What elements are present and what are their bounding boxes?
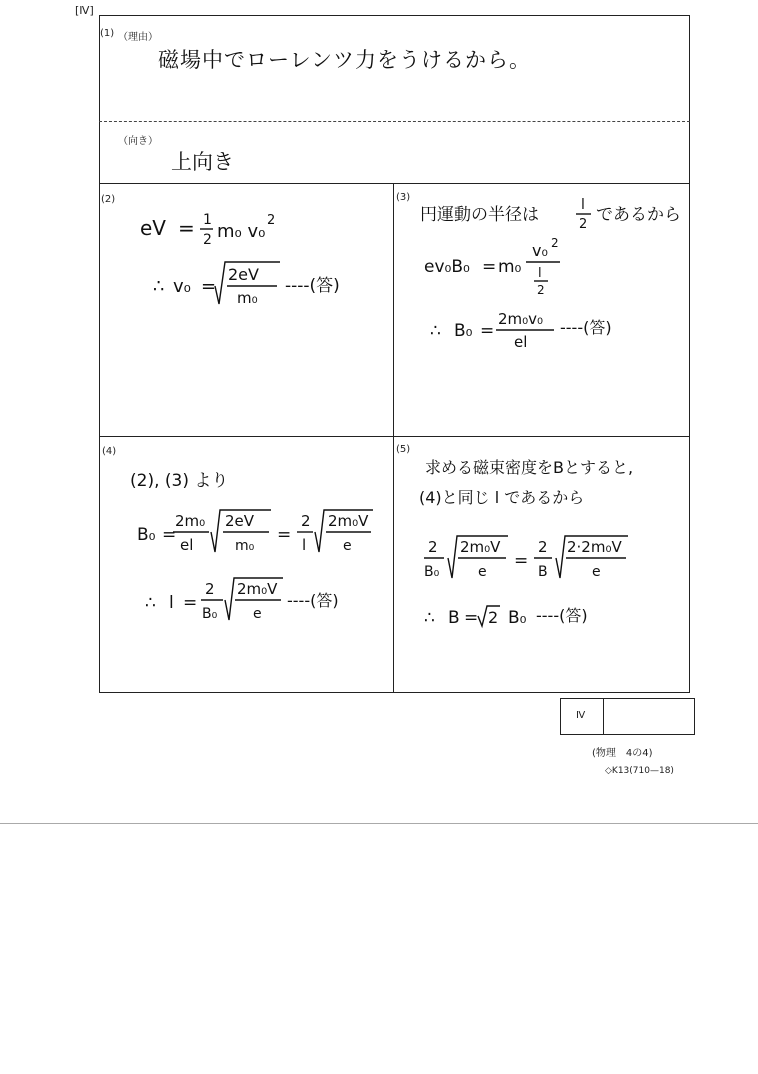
q5-eq1-num1: 2 (428, 538, 438, 556)
q4-eq1-eq2: = (277, 525, 292, 545)
q4-eq2-eq: = (183, 593, 198, 613)
q2-eq2-eq: = (201, 276, 217, 297)
q4-eq2-sqrt-den: e (253, 606, 262, 622)
q3-eq1-num: v₀ (532, 241, 548, 260)
q2-eq2-lhs: v₀ (173, 276, 191, 297)
q2-eq1-lhs: eV (140, 216, 166, 240)
q4-eq1-lhs: B₀ (137, 525, 156, 545)
q4-label: (4) (102, 446, 117, 457)
q2-eq1-frac-den: 2 (203, 232, 212, 248)
center-vertical-divider (393, 183, 394, 693)
q2-eq2-therefore: ∴ (153, 276, 165, 297)
q3-eq2-answer: ----(答) (560, 318, 612, 337)
q5-eq2-therefore: ∴ (424, 608, 435, 628)
q4-eq1-num2: 2 (301, 512, 311, 530)
q5-eq2-eq: = (464, 608, 479, 628)
q5-eq1-sqrt2-den: e (592, 564, 601, 580)
q5-eq1-den2: B (538, 564, 548, 580)
q2-eq2-answer: ----(答) (285, 276, 340, 296)
q4-eq1-den: el (180, 536, 194, 554)
q3-eq1-lhs: ev₀B₀ (424, 257, 470, 277)
q1-direction-answer: 上向き (171, 150, 234, 174)
q3-statement-den: 2 (579, 217, 588, 232)
q4-eq1-sqrt2-den: e (343, 538, 352, 554)
q1-bottom-divider (99, 183, 690, 184)
q3-eq2-num: 2m₀v₀ (498, 310, 544, 328)
q2-eq2-num: 2eV (228, 265, 259, 284)
q3-eq2-den: el (514, 333, 528, 351)
q5-eq1-den1: B₀ (424, 564, 440, 580)
q3-eq1-den-num: l (538, 266, 542, 281)
q3-eq2-eq: = (480, 321, 495, 341)
q3-label: (3) (396, 192, 411, 203)
middle-horizontal-divider (99, 436, 690, 437)
q3-eq1-den-den: 2 (537, 283, 545, 297)
q2-eq1-rhs: m₀ v₀ (217, 221, 266, 242)
q4-eq2-num: 2 (205, 580, 215, 598)
q5-eq2-answer: ----(答) (536, 606, 588, 625)
q4-eq1-sqrt-den: m₀ (235, 538, 255, 554)
q4-eq1-sqrt2-num: 2m₀V (328, 512, 369, 530)
q3-statement-post: であるから (596, 205, 681, 225)
q4-eq2-sqrt-num: 2m₀V (237, 580, 278, 598)
q3-eq1-coef: m₀ (498, 257, 522, 277)
q4-eq2-therefore: ∴ (145, 593, 156, 613)
q3-eq2-therefore: ∴ (430, 321, 441, 341)
q3-statement-pre: 円運動の半径は (420, 205, 539, 225)
q5-equations (418, 520, 686, 640)
q5-eq2-lhs: B (448, 608, 460, 628)
q4-eq1-den2: l (302, 536, 307, 554)
q4-eq2-den: B₀ (202, 606, 218, 622)
q2-equations (135, 200, 385, 310)
q5-eq2-rhs-b: B₀ (508, 608, 527, 628)
q5-eq1-num2: 2 (538, 538, 548, 556)
q5-eq1-sqrt1-num: 2m₀V (460, 538, 501, 556)
q4-intro: (2), (3) より (130, 471, 229, 491)
q4-eq2-answer: ----(答) (287, 591, 339, 610)
q5-eq1-sqrt2-num: 2·2m₀V (567, 538, 622, 556)
q2-eq1-frac-num: 1 (203, 212, 212, 228)
q2-eq1-eq: = (178, 216, 195, 240)
score-box-divider (603, 698, 604, 735)
q3-eq2-lhs: B₀ (454, 321, 473, 341)
q1-dotted-divider (99, 121, 690, 122)
q1-reason-label: （理由） (118, 32, 158, 43)
q3-eq1-eq: = (482, 257, 497, 277)
q5-line1: 求める磁束密度をBとすると, (425, 458, 634, 477)
q2-eq2-den: m₀ (237, 289, 258, 307)
q5-eq1-eq: = (514, 551, 529, 571)
q3-eq1-num-exp: 2 (551, 236, 559, 250)
q4-eq1-sqrt-num: 2eV (225, 512, 255, 530)
q2-label: (2) (101, 194, 116, 205)
q5-eq2-rhs-sqrt: 2 (488, 608, 499, 627)
q4-equations (125, 460, 390, 640)
q4-eq1-num: 2m₀ (175, 512, 206, 530)
q3-equations (418, 196, 688, 356)
q3-statement-num: l (581, 197, 585, 213)
q5-line2: (4)と同じ l であるから (419, 488, 585, 507)
score-box-label: Ⅳ (576, 710, 586, 721)
q2-eq1-exp: 2 (267, 213, 276, 228)
q5-label: (5) (396, 444, 411, 455)
footer-code: ◇K13(710—18) (605, 766, 674, 776)
q1-label: (1) (100, 28, 115, 39)
section-mark: [Ⅳ] (75, 4, 94, 17)
q5-eq1-sqrt1-den: e (478, 564, 487, 580)
footer-subject: (物理 4の4) (592, 748, 653, 759)
q4-eq2-lhs: l (169, 593, 174, 613)
q1-direction-label: （向き） (118, 136, 158, 147)
q4-eq1-eq: = (162, 525, 177, 545)
scan-edge-line (0, 823, 758, 824)
q1-reason-answer: 磁場中でローレンツ力をうけるから。 (158, 48, 532, 72)
